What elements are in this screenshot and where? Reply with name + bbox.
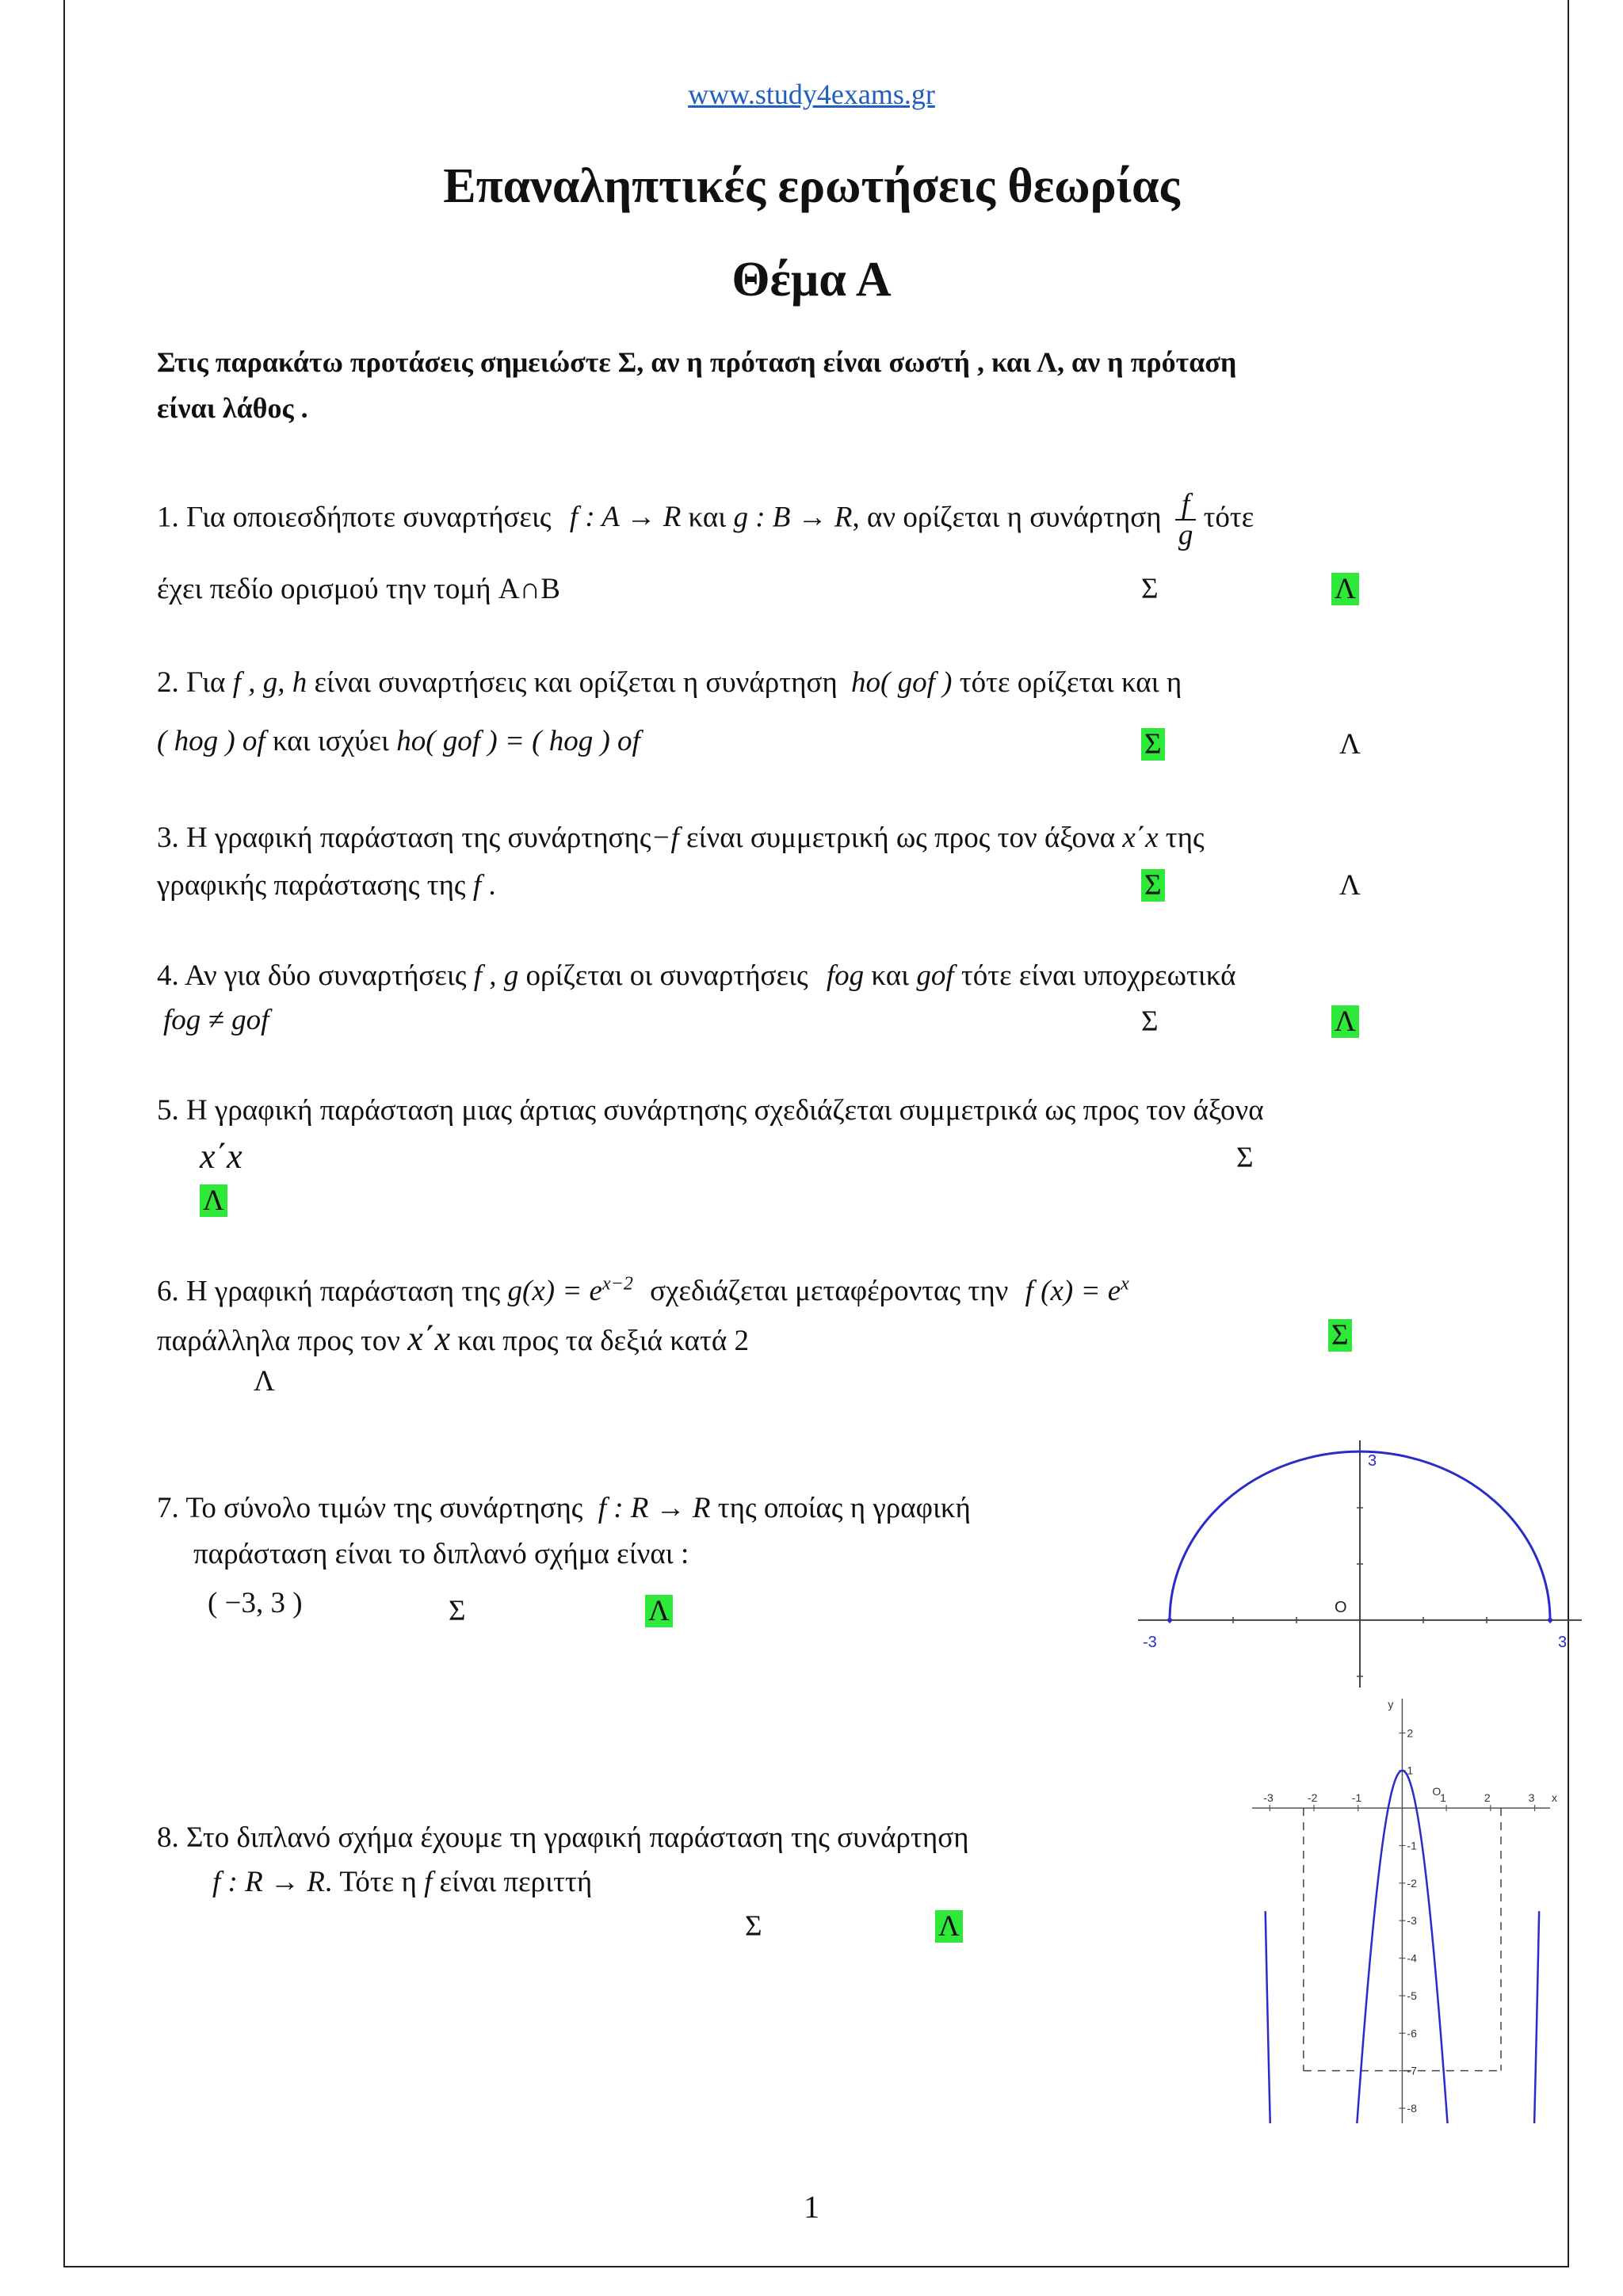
x-tick-label: 2 xyxy=(1484,1791,1491,1805)
question-text: . Τότε η xyxy=(324,1866,417,1898)
question-text: και ισχύει xyxy=(272,725,389,757)
y-tick-label: 3 xyxy=(1368,1452,1377,1470)
y-tick-label: -2 xyxy=(1407,1876,1417,1890)
origin-label: O xyxy=(1432,1785,1442,1798)
math-g-def: g : B → R xyxy=(733,501,853,534)
question-text: Η γραφική παράσταση της συνάρτησης xyxy=(186,822,651,854)
instructions-line-1: Στις παρακάτω προτάσεις σημειώστε Σ, αν η πρόταση είναι σωστή , και Λ, αν η πρόταση xyxy=(157,346,1237,378)
question-text: Το σύνολο τιμών της συνάρτησης xyxy=(185,1492,583,1524)
answer-false-1-selected[interactable]: Λ xyxy=(1331,573,1359,605)
math-composition: ( hog ) of xyxy=(157,725,265,757)
answer-true-4[interactable]: Σ xyxy=(1141,1005,1159,1038)
x-tick-label: -2 xyxy=(1308,1791,1318,1805)
question-text: της xyxy=(1165,822,1205,854)
site-link-row xyxy=(0,78,1623,111)
x-tick-label: 1 xyxy=(1440,1791,1446,1805)
math-f: f xyxy=(424,1866,433,1898)
question-text: Στο διπλανό σχήμα έχουμε τη γραφική παράσταση της συνάρτηση xyxy=(186,1821,969,1854)
y-tick-label: -6 xyxy=(1407,2027,1417,2040)
question-number: 3. xyxy=(157,822,179,854)
question-3-line-2 xyxy=(157,868,496,902)
answer-true-6-selected[interactable]: Σ xyxy=(1328,1319,1352,1352)
question-1-line-2: έχει πεδίο ορισμού την τομή A∩B xyxy=(157,573,560,605)
answer-false-2[interactable]: Λ xyxy=(1339,728,1361,761)
math-f-def xyxy=(1025,1275,1129,1307)
answer-true-3-selected[interactable]: Σ xyxy=(1141,869,1165,902)
question-3-line-1 xyxy=(157,821,1205,855)
semicircle-graph xyxy=(1138,1440,1582,1688)
endpoint-right xyxy=(1548,1618,1552,1623)
y-tick-label: -8 xyxy=(1407,2102,1417,2115)
question-text: και προς τα δεξιά κατά 2 xyxy=(457,1325,749,1357)
math-neg-f: −f xyxy=(651,822,679,854)
math-f-def: f : R → R xyxy=(212,1866,325,1898)
fraction-f-over-g xyxy=(1175,490,1197,550)
x-tick-label: 3 xyxy=(1558,1633,1568,1651)
y-tick-label: -5 xyxy=(1407,1989,1417,2002)
math-axis: x΄x xyxy=(1122,822,1159,854)
math-f-def: f : A → R xyxy=(569,501,682,534)
answer-false-4-selected[interactable]: Λ xyxy=(1331,1005,1359,1038)
math-fns: f , g, h xyxy=(232,666,307,699)
instructions-line-2: είναι λάθος . xyxy=(157,392,308,424)
math-fns: f , g xyxy=(473,959,519,992)
question-text: γραφικής παράστασης της xyxy=(157,869,466,902)
question-number: 5. xyxy=(157,1094,179,1127)
question-1-line-1 xyxy=(157,490,1254,550)
x-axis-label: x xyxy=(1552,1791,1557,1805)
question-number: 6. xyxy=(157,1275,179,1308)
math-axis: x΄x xyxy=(200,1137,242,1176)
question-text: Αν για δύο συναρτήσεις xyxy=(184,959,467,992)
page-subtitle: Θέμα Α xyxy=(731,253,892,307)
question-7-line-1 xyxy=(157,1491,971,1525)
question-2-line-1 xyxy=(157,666,1182,700)
answer-false-5-selected[interactable]: Λ xyxy=(200,1184,227,1217)
quartic-graph xyxy=(1252,1695,1561,2123)
math-interval: ( −3, 3 ) xyxy=(208,1587,303,1619)
y-tick-label: -1 xyxy=(1407,1839,1417,1852)
answer-true-8[interactable]: Σ xyxy=(745,1910,762,1943)
question-number: 4. xyxy=(157,959,179,992)
fraction-numerator: f xyxy=(1175,490,1197,521)
answer-false-6[interactable]: Λ xyxy=(254,1365,275,1398)
answer-false-8-selected[interactable]: Λ xyxy=(935,1910,963,1943)
question-number: 7. xyxy=(157,1492,179,1524)
page-number: 1 xyxy=(804,2189,819,2225)
question-text: Για xyxy=(186,666,226,699)
math-exponent: x−2 xyxy=(601,1274,633,1295)
question-text: είναι συναρτήσεις και ορίζεται η συνάρτηση xyxy=(314,666,838,699)
answer-false-7-selected[interactable]: Λ xyxy=(645,1595,673,1627)
question-text: σχεδιάζεται μεταφέροντας την xyxy=(650,1275,1009,1308)
math-f-lhs: f (x) = e xyxy=(1025,1275,1121,1308)
endpoint-left xyxy=(1167,1618,1172,1623)
math-inequality: fog ≠ gof xyxy=(163,1004,269,1036)
x-tick-label: -1 xyxy=(1351,1791,1362,1805)
math-axis: x΄x xyxy=(407,1319,451,1358)
y-tick-label: -7 xyxy=(1407,2064,1417,2077)
question-text: , αν ορίζεται η συνάρτηση xyxy=(852,501,1162,534)
answer-true-5[interactable]: Σ xyxy=(1236,1142,1254,1174)
question-text: Η γραφική παράσταση μιας άρτιας συνάρτησης σχεδιάζεται συμμετρικά ως προς τον άξονα xyxy=(186,1094,1264,1127)
question-text: παράλληλα προς τον xyxy=(157,1325,401,1357)
answer-true-7[interactable]: Σ xyxy=(449,1595,466,1627)
answer-false-3[interactable]: Λ xyxy=(1339,869,1361,902)
y-tick-label: 1 xyxy=(1407,1764,1414,1777)
math-equation: ho( gof ) = ( hog ) of xyxy=(396,725,640,757)
math-g-def xyxy=(508,1275,633,1307)
question-4-line-1 xyxy=(157,959,1236,993)
math-fog: fog xyxy=(826,959,865,992)
question-text: Η γραφική παράσταση της xyxy=(186,1275,501,1308)
question-8-line-2 xyxy=(212,1865,592,1899)
math-exponent: x xyxy=(1121,1274,1129,1295)
math-composition: ho( gof ) xyxy=(851,666,953,699)
math-gof: gof xyxy=(916,959,954,992)
x-tick-label: -3 xyxy=(1143,1633,1157,1651)
site-link[interactable]: www.study4exams.gr xyxy=(688,78,935,110)
y-tick-label: -4 xyxy=(1407,1951,1417,1965)
x-tick-label: 3 xyxy=(1528,1791,1535,1805)
question-5-line-1 xyxy=(157,1093,1264,1127)
question-text: Για οποιεσδήποτε συναρτήσεις xyxy=(186,501,552,534)
y-tick-label: 2 xyxy=(1407,1726,1414,1740)
question-number: 1. xyxy=(157,501,179,534)
page-title: Επαναληπτικές ερωτήσεις θεωρίας xyxy=(443,159,1180,213)
question-text: τότε είναι υποχρεωτικά xyxy=(960,959,1236,992)
question-6-line-2 xyxy=(157,1318,749,1359)
question-6-line-1 xyxy=(157,1274,1129,1308)
question-number: 2. xyxy=(157,666,179,699)
question-text: και xyxy=(688,501,727,534)
question-text: είναι συμμετρική ως προς τον άξονα xyxy=(686,822,1116,854)
math-f: f xyxy=(472,869,482,902)
answer-true-1[interactable]: Σ xyxy=(1141,573,1159,605)
origin-label: O xyxy=(1335,1598,1347,1616)
math-f-def: f : R → R xyxy=(598,1492,711,1524)
answer-true-2-selected[interactable]: Σ xyxy=(1141,728,1165,761)
question-text: και xyxy=(871,959,910,992)
question-7-line-2: παράσταση είναι το διπλανό σχήμα είναι : xyxy=(193,1538,689,1570)
question-number: 8. xyxy=(157,1821,179,1854)
question-text: είναι περιττή xyxy=(439,1866,593,1898)
question-text: ορίζεται οι συναρτήσεις xyxy=(525,959,808,992)
question-8-line-1 xyxy=(157,1821,969,1855)
math-g-lhs: g(x) = e xyxy=(507,1275,602,1308)
y-tick-label: -3 xyxy=(1407,1914,1417,1928)
question-text: τότε xyxy=(1203,501,1254,534)
question-text: της οποίας η γραφική xyxy=(717,1492,971,1524)
question-2-line-2 xyxy=(157,724,640,758)
x-tick-label: -3 xyxy=(1263,1791,1274,1805)
y-axis-label: y xyxy=(1388,1698,1394,1711)
question-text: τότε ορίζεται και η xyxy=(959,666,1182,699)
fraction-denominator: g xyxy=(1178,519,1193,551)
question-text: . xyxy=(488,869,496,902)
